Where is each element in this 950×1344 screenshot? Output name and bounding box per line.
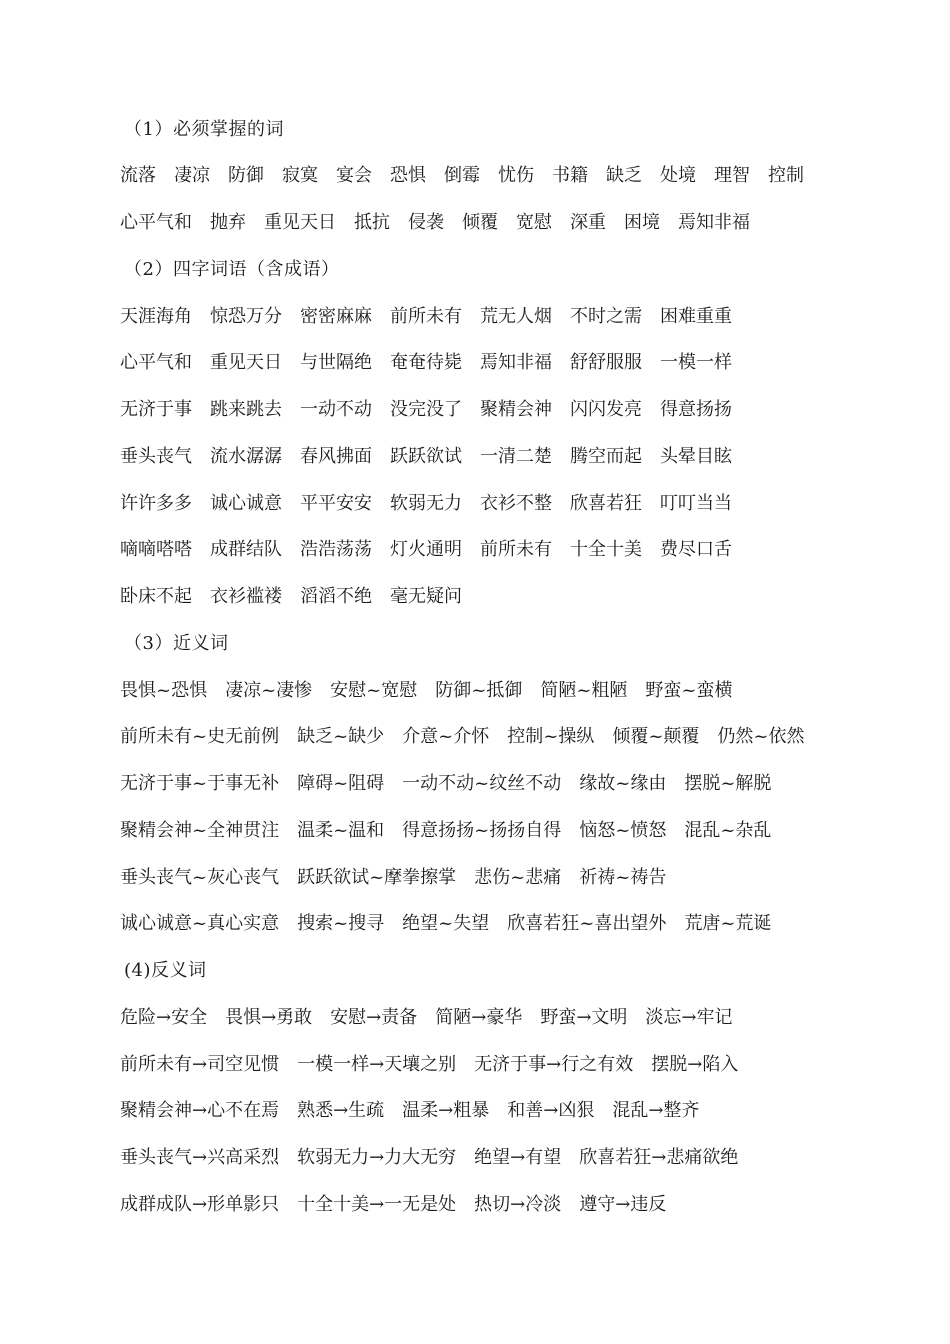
section-heading-1: （1）必须掌握的词 (124, 119, 284, 140)
word-line: 聚精会神→心不在焉 熟悉→生疏 温柔→粗暴 和善→凶狠 混乱→整齐 (120, 1100, 700, 1121)
word-line: 垂头丧气→兴高采烈 软弱无力→力大无穷 绝望→有望 欣喜若狂→悲痛欲绝 (120, 1147, 739, 1168)
word-line: 前所未有~史无前例 缺乏~缺少 介意~介怀 控制~操纵 倾覆~颠覆 仍然~依然 (120, 726, 805, 747)
word-line: 卧床不起 衣衫褴褛 滔滔不绝 毫无疑问 (120, 586, 462, 607)
word-line: 危险→安全 畏惧→勇敢 安慰→责备 简陋→豪华 野蛮→文明 淡忘→牢记 (120, 1007, 733, 1028)
word-line: 无济于事~于事无补 障碍~阻碍 一动不动~纹丝不动 缘故~缘由 摆脱~解脱 (120, 773, 772, 794)
word-line: 聚精会神~全神贯注 温柔~温和 得意扬扬~扬扬自得 恼怒~愤怒 混乱~杂乱 (120, 820, 772, 841)
word-line: 成群成队→形单影只 十全十美→一无是处 热切→冷淡 遵守→违反 (120, 1194, 667, 1215)
word-line: 诚心诚意~真心实意 搜索~搜寻 绝望~失望 欣喜若狂~喜出望外 荒唐~荒诞 (120, 913, 772, 934)
word-line: 垂头丧气 流水潺潺 春风拂面 跃跃欲试 一清二楚 腾空而起 头晕目眩 (120, 446, 732, 467)
section-heading-3: （3）近义词 (124, 633, 229, 654)
word-line: 心平气和 抛弃 重见天日 抵抗 侵袭 倾覆 宽慰 深重 困境 焉知非福 (120, 212, 750, 233)
word-line: 垂头丧气~灰心丧气 跃跃欲试~摩拳擦掌 悲伤~悲痛 祈祷~祷告 (120, 867, 667, 888)
word-line: 无济于事 跳来跳去 一动不动 没完没了 聚精会神 闪闪发亮 得意扬扬 (120, 399, 732, 420)
word-line: 嘀嘀嗒嗒 成群结队 浩浩荡荡 灯火通明 前所未有 十全十美 费尽口舌 (120, 539, 732, 560)
word-line: 天涯海角 惊恐万分 密密麻麻 前所未有 荒无人烟 不时之需 困难重重 (120, 306, 732, 327)
section-heading-2: （2）四字词语（含成语） (124, 259, 340, 280)
word-line: 畏惧~恐惧 凄凉~凄惨 安慰~宽慰 防御~抵御 简陋~粗陋 野蛮~蛮横 (120, 680, 733, 701)
word-line: 前所未有→司空见惯 一模一样→天壤之别 无济于事→行之有效 摆脱→陷入 (120, 1054, 739, 1075)
word-line: 心平气和 重见天日 与世隔绝 奄奄待毙 焉知非福 舒舒服服 一模一样 (120, 352, 732, 373)
word-line: 流落 凄凉 防御 寂寞 宴会 恐惧 倒霉 忧伤 书籍 缺乏 处境 理智 控制 (120, 165, 804, 186)
section-heading-4: (4)反义词 (124, 960, 207, 981)
word-line: 许许多多 诚心诚意 平平安安 软弱无力 衣衫不整 欣喜若狂 叮叮当当 (120, 493, 732, 514)
